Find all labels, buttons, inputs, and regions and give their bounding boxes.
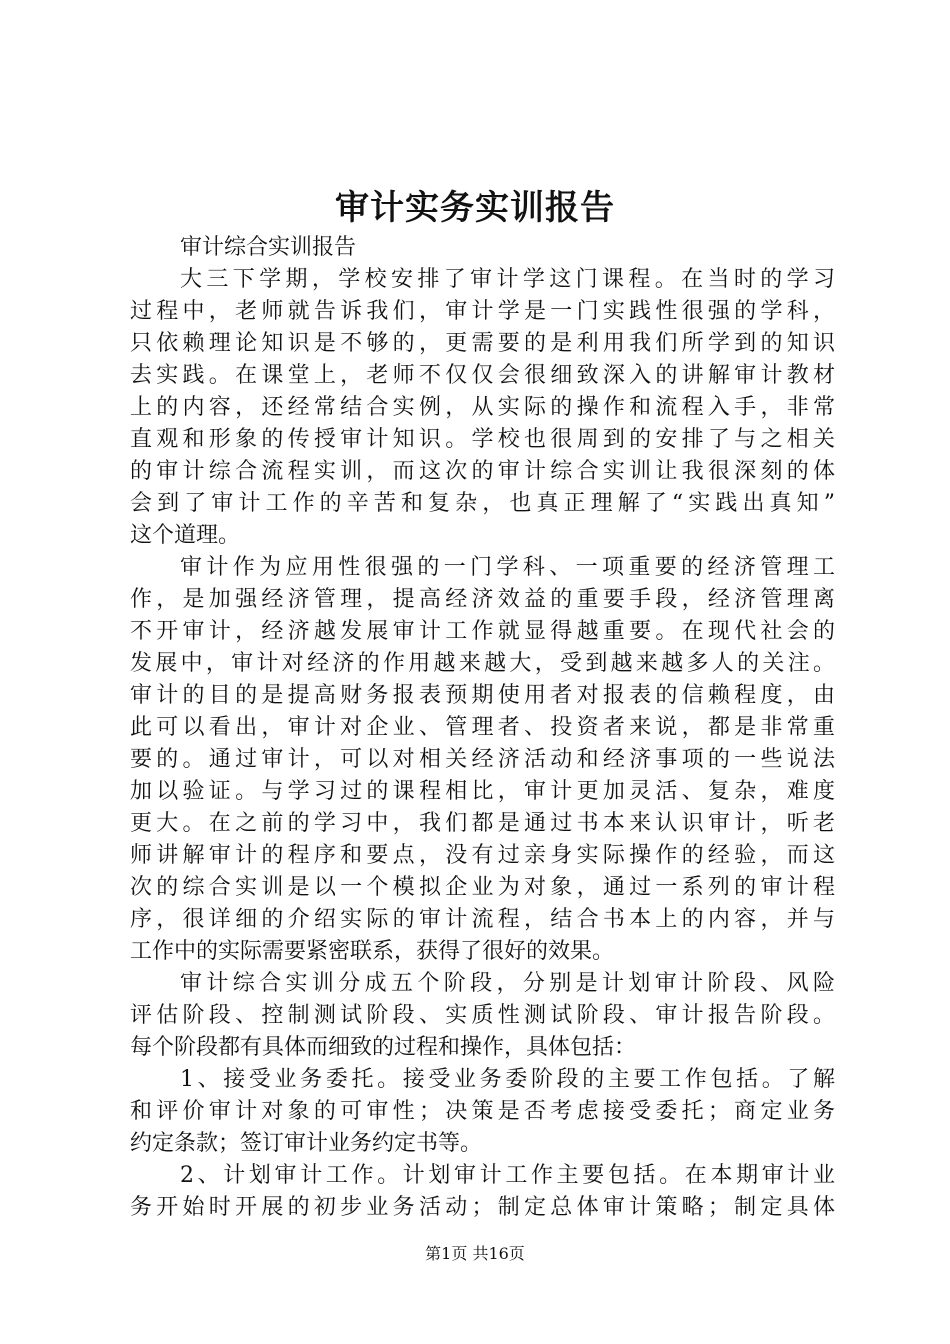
text-line: 1、接受业务委托。接受业务委阶段的主要工作包括。了解 [180,1067,835,1092]
text-line: 会到了审计工作的辛苦和复杂，也真正理解了“实践出真知” [130,491,835,516]
text-line: 约定条款；签订审计业务约定书等。 [130,1131,483,1156]
text-line: 发展中，审计对经济的作用越来越大，受到越来越多人的关注。 [130,651,835,676]
text-line: 2、计划审计工作。计划审计工作主要包括。在本期审计业 [180,1163,835,1188]
text-line: 审计作为应用性很强的一门学科、一项重要的经济管理工 [180,555,835,580]
text-line: 去实践。在课堂上，老师不仅仅会很细致深入的讲解审计教材 [130,363,835,388]
text-line: 务开始时开展的初步业务活动；制定总体审计策略；制定具体 [130,1195,835,1220]
text-line: 和评价审计对象的可审性；决策是否考虑接受委托；商定业务 [130,1099,835,1124]
text-line: 上的内容，还经常结合实例，从实际的操作和流程入手，非常 [130,395,835,420]
text-line: 要的。通过审计，可以对相关经济活动和经济事项的一些说法 [130,747,835,772]
text-line: 师讲解审计的程序和要点，没有过亲身实际操作的经验，而这 [130,843,835,868]
text-line: 审计综合实训分成五个阶段，分别是计划审计阶段、风险 [180,971,835,996]
text-line: 过程中，老师就告诉我们，审计学是一门实践性很强的学科， [130,299,835,324]
document-title: 审计实务实训报告 [335,188,615,228]
text-line: 序，很详细的介绍实际的审计流程，结合书本上的内容，并与 [130,907,835,932]
page-footer: 第1页 共16页 [425,1244,525,1263]
text-line: 直观和形象的传授审计知识。学校也很周到的安排了与之相关 [130,427,835,452]
text-line: 每个阶段都有具体而细致的过程和操作，具体包括： [130,1035,637,1060]
text-line: 此可以看出，审计对企业、管理者、投资者来说，都是非常重 [130,715,835,740]
text-line: 这个道理。 [130,523,241,548]
text-line: 大三下学期，学校安排了审计学这门课程。在当时的学习 [180,267,835,292]
text-line: 更大。在之前的学习中，我们都是通过书本来认识审计，听老 [130,811,835,836]
text-line: 的审计综合流程实训，而这次的审计综合实训让我很深刻的体 [130,459,835,484]
text-line: 加以验证。与学习过的课程相比，审计更加灵活、复杂，难度 [130,779,835,804]
text-line: 审计综合实训报告 [180,235,357,260]
text-line: 审计的目的是提高财务报表预期使用者对报表的信赖程度，由 [130,683,835,708]
text-line: 只依赖理论知识是不够的，更需要的是利用我们所学到的知识 [130,331,835,356]
text-line: 工作中的实际需要紧密联系，获得了很好的效果。 [130,939,615,964]
text-line: 评估阶段、控制测试阶段、实质性测试阶段、审计报告阶段。 [130,1003,835,1028]
document-body [130,232,835,1224]
text-line: 次的综合实训是以一个模拟企业为对象，通过一系列的审计程 [130,875,835,900]
text-line: 不开审计，经济越发展审计工作就显得越重要。在现代社会的 [130,619,835,644]
text-line: 作，是加强经济管理，提高经济效益的重要手段，经济管理离 [130,587,835,612]
